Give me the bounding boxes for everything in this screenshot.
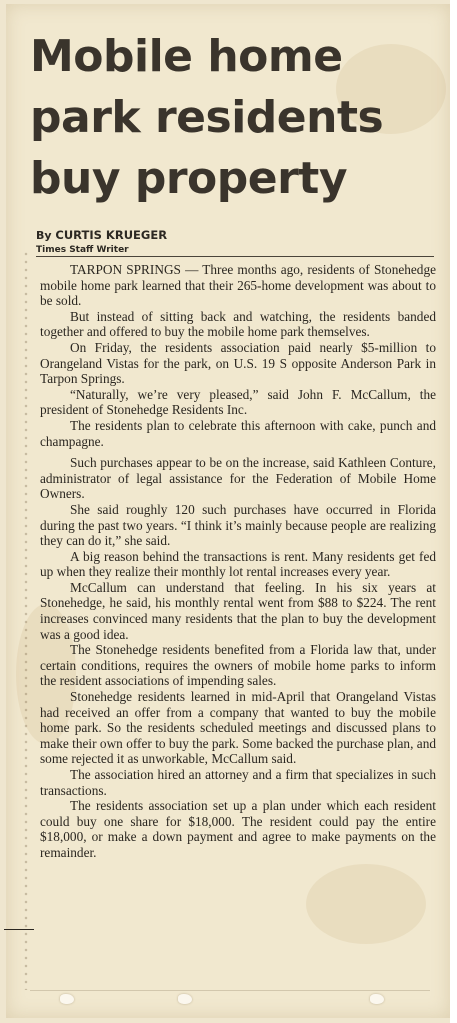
article-paragraph: The residents plan to celebrate this afternoon with cake, punch and champagne. — [40, 417, 436, 449]
byline-prefix: By — [36, 229, 52, 242]
article-paragraph: Stonehedge residents learned in mid-April that Orangeland Vistas had received an offer from a company that wanted to buy the mobile home park. So the residents scheduled meetings and discussed plans to make their own offer to buy the park. Some backed the purchase plan, and some rejected it as unworkable, McCallum said. — [40, 689, 436, 767]
article-paragraph: The association hired an attorney and a firm that specializes in such transactions. — [40, 767, 436, 798]
byline-author: CURTIS KRUEGER — [55, 228, 168, 242]
byline-rule — [36, 256, 434, 257]
article-paragraph: The Stonehedge residents benefited from a Florida law that, under certain conditions, requires the owners of mobile home parks to inform the resident associations of impending sales. — [40, 642, 436, 689]
article-paragraph: She said roughly 120 such purchases have occurred in Florida during the past two years. “I think it’s mainly because people are realizing they can do it,” she said. — [40, 501, 436, 549]
paper-stain — [306, 864, 426, 944]
article-paragraph: “Naturally, we’re very pleased,” said John F. McCallum, the president of Stonehedge Residents Inc. — [40, 386, 436, 418]
byline-role: Times Staff Writer — [36, 245, 129, 255]
fold-mark — [4, 929, 34, 930]
bottom-edge-line — [30, 990, 430, 991]
byline — [36, 228, 167, 242]
article-paragraph: The residents association set up a plan under which each resident could buy one share for $18,000. The resident could pay the entire $18,000, or make a down payment and agree to make payments on the remainder. — [40, 798, 436, 860]
article-paragraph: But instead of sitting back and watching, the residents banded together and offered to buy the mobile home park themselves. — [40, 308, 436, 340]
article-headline: Mobile home park residents buy property — [30, 31, 384, 204]
article-paragraph: On Friday, the residents association paid nearly $5-million to Orangeland Vistas for the park, on U.S. 19 S opposite Anderson Park in Tarpon Springs. — [40, 339, 436, 387]
scan-margin — [450, 0, 457, 1023]
article-body — [40, 262, 436, 861]
perforation-dots — [24, 250, 28, 990]
article-paragraph: McCallum can understand that feeling. In his six years at Stonehedge, he said, his monthly rental went from $88 to $224. The rent increases convinced many residents that the plan to buy the development was a good idea. — [40, 579, 436, 642]
article-paragraph: Such purchases appear to be on the increase, said Kathleen Conture, administrator of legal assistance for the Federation of Mobile Home Owners. — [40, 455, 436, 502]
article-paragraph: TARPON SPRINGS — Three months ago, residents of Stonehedge mobile home park learned that their 265-home development was about to be sold. — [40, 262, 436, 309]
staple-tear — [60, 994, 74, 1004]
staple-tear — [178, 994, 192, 1004]
staple-tear — [370, 994, 384, 1004]
article-paragraph: A big reason behind the transactions is rent. Many residents get fed up when they realize their monthly lot rental increases every year. — [40, 548, 436, 580]
